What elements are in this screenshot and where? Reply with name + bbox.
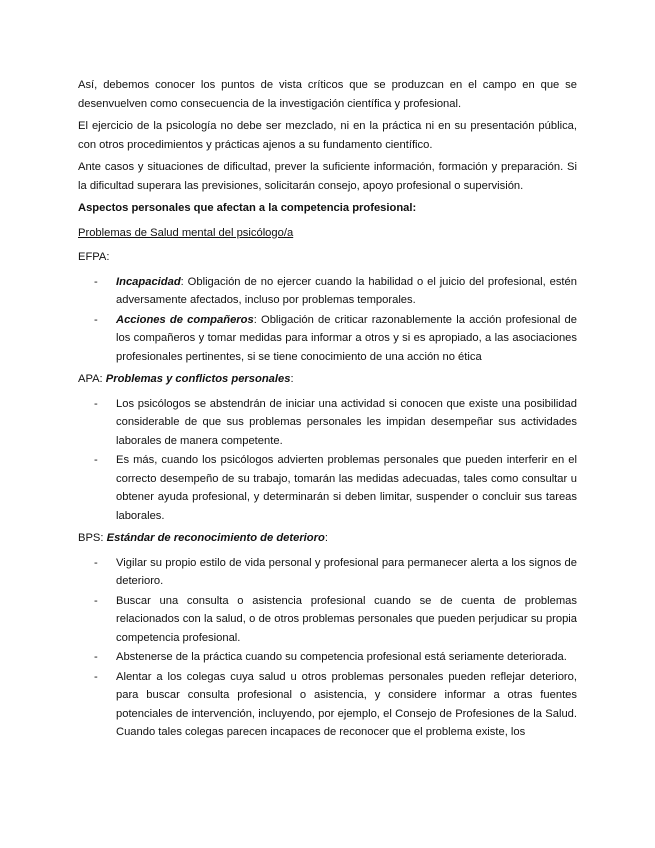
list-item — [78, 648, 577, 667]
efpa-term: Acciones de compañeros — [116, 313, 254, 326]
apa-list — [78, 395, 577, 526]
dash-bullet: - — [94, 670, 98, 683]
dash-bullet: - — [94, 651, 98, 663]
bps-suffix: : — [324, 532, 328, 544]
bps-item-text: Alentar a los colegas cuya salud u otros problemas personales pueden reflejar deterioro, para buscar consulta profesional o asistencia, y considere informar a otras fuentes potenciales de intervención, incluyendo, por ejemplo, el Consejo de Profesiones de la Salud. Cuando tales colegas parecen incapaces de reconocer que el problema existe, los — [116, 670, 577, 738]
apa-suffix: : — [290, 373, 294, 385]
dash-bullet: - — [94, 454, 98, 466]
list-item — [78, 592, 577, 648]
efpa-text: : Obligación de criticar razonablemente la acción profesional de los compañeros y tomar medidas para informar a otros y si es apropiado, a las asociaciones profesionales pertinentes, si se tiene conocimiento de una acción no ética — [116, 313, 577, 363]
dash-bullet: - — [94, 275, 98, 288]
paragraph-difficulty: Ante casos y situaciones de dificultad, prever la suficiente información, formación y preparación. Si la dificultad superara las previsiones, solicitarán consejo, apoyo profesional o supervisión. — [78, 161, 577, 192]
list-item — [78, 554, 577, 591]
efpa-text: : Obligación de no ejercer cuando la habilidad o el juicio del profesional, estén adversamente afectados, incluso por problemas temporales. — [116, 275, 577, 306]
apa-item-text: Los psicólogos se abstendrán de iniciar una actividad si conocen que existe una posibilidad considerable de que sus problemas personales les impidan desempeñar sus actividades laborales de manera competente. — [116, 397, 577, 447]
list-item — [78, 668, 577, 742]
bps-item-text: Vigilar su propio estilo de vida personal y profesional para permanecer alerta a los signos de deterioro. — [116, 556, 577, 587]
efpa-label: EFPA: — [78, 251, 110, 263]
bps-item-text: Abstenerse de la práctica cuando su competencia profesional está seriamente deteriorada. — [116, 651, 567, 663]
list-item — [78, 273, 577, 310]
list-item — [78, 395, 577, 451]
section-subheading: Problemas de Salud mental del psicólogo/a — [78, 226, 294, 239]
efpa-term: Incapacidad — [116, 275, 181, 288]
dash-bullet: - — [94, 313, 98, 326]
bps-label — [78, 529, 577, 548]
bps-title: Estándar de reconocimiento de deterioro — [106, 532, 325, 544]
paragraph-critical-views: Así, debemos conocer los puntos de vista críticos que se produzcan en el campo en que se desenvuelven como consecuencia de la investigación científica y profesional. — [78, 79, 577, 110]
bps-item-text: Buscar una consulta o asistencia profesional cuando se de cuenta de problemas relacionados con la salud, o de otros problemas personales que pueden perjudicar su propia competencia profesional. — [116, 594, 577, 644]
dash-bullet: - — [94, 556, 98, 569]
bps-list — [78, 554, 577, 742]
paragraph-scientific-foundation: El ejercicio de la psicología no debe ser mezclado, ni en la práctica ni en su presentación pública, con otros procedimientos y prácticas ajenos a su fundamento científico. — [78, 120, 577, 151]
section-heading: Aspectos personales que afectan a la competencia profesional: — [78, 202, 417, 214]
list-item — [78, 311, 577, 367]
efpa-list — [78, 273, 577, 367]
apa-title: Problemas y conflictos personales — [105, 373, 291, 385]
list-item — [78, 451, 577, 525]
apa-prefix: APA: — [78, 373, 106, 385]
apa-item-text: Es más, cuando los psicólogos advierten problemas personales que pueden interferir en el correcto desempeño de su trabajo, tomarán las medidas adecuadas, tales como consultar u obtener ayuda profesional, y determinarán si deben limitar, suspender o concluir sus tareas laborales. — [116, 454, 577, 522]
bps-prefix: BPS: — [78, 532, 107, 544]
dash-bullet: - — [94, 397, 98, 410]
apa-label — [78, 370, 577, 389]
dash-bullet: - — [94, 594, 98, 607]
